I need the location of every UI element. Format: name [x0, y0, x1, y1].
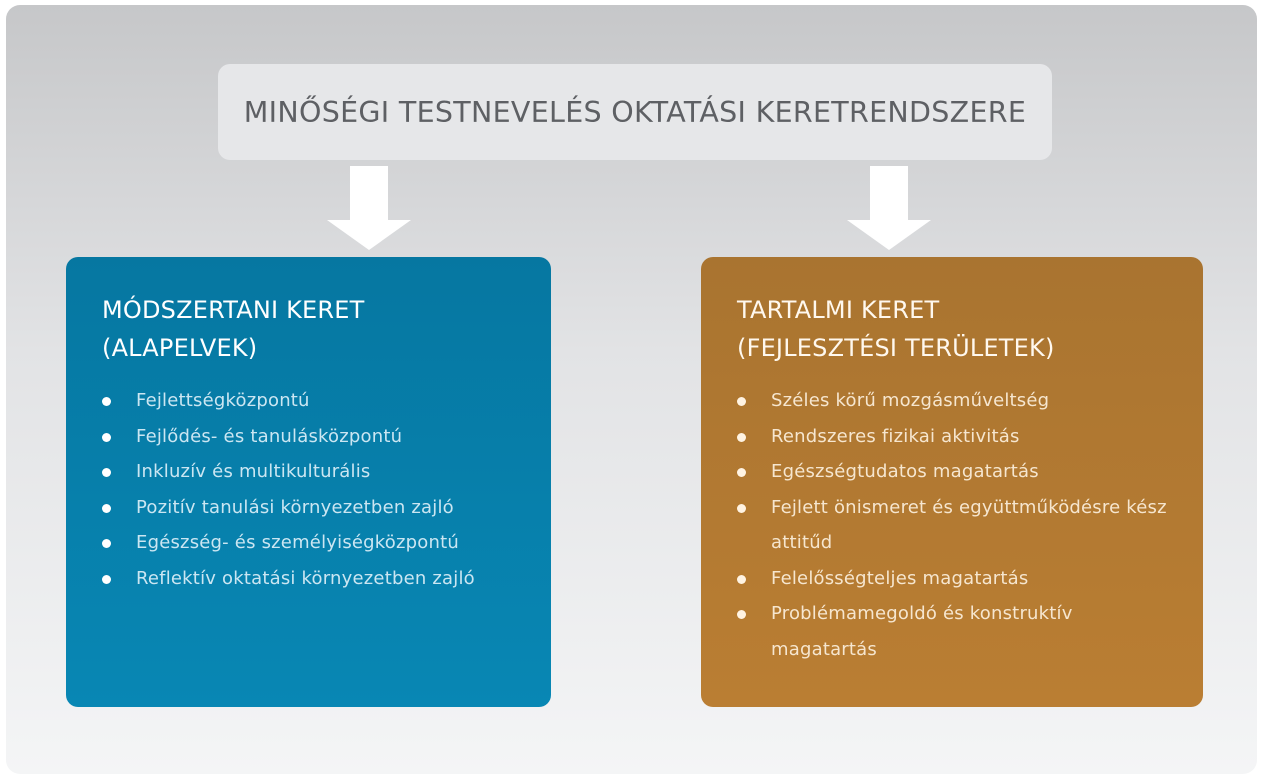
methodology-panel-title — [102, 291, 515, 367]
bullet-icon — [737, 433, 746, 442]
content-panel — [701, 257, 1203, 707]
methodology-title-line2: (ALAPELVEK) — [102, 334, 258, 362]
bullet-icon — [737, 468, 746, 477]
bullet-icon — [737, 575, 746, 584]
bullet-icon — [737, 504, 746, 513]
bullet-icon — [102, 539, 111, 548]
list-item: Felelősségteljes magatartás — [737, 561, 1167, 597]
down-arrow-right — [841, 166, 937, 252]
list-item: Széles körű mozgásműveltség — [737, 383, 1167, 419]
bullet-icon — [737, 397, 746, 406]
content-panel-title — [737, 291, 1167, 367]
content-list — [737, 383, 1167, 667]
list-item: Egészségtudatos magatartás — [737, 454, 1167, 490]
list-item: Fejlődés- és tanulásközpontú — [102, 419, 515, 455]
methodology-title-line1: MÓDSZERTANI KERET — [102, 296, 365, 324]
methodology-list — [102, 383, 515, 596]
list-item: Problémamegoldó és konstruktív magatartás — [737, 596, 1167, 667]
list-item: Inkluzív és multikulturális — [102, 454, 515, 490]
bullet-icon — [102, 397, 111, 406]
framework-title: MINŐSÉGI TESTNEVELÉS OKTATÁSI KERETRENDSZERE — [218, 64, 1052, 160]
content-title-line1: TARTALMI KERET — [737, 296, 940, 324]
list-item: Fejlettségközpontú — [102, 383, 515, 419]
list-item: Rendszeres fizikai aktivitás — [737, 419, 1167, 455]
bullet-icon — [102, 433, 111, 442]
list-item: Egészség- és személyiségközpontú — [102, 525, 515, 561]
methodology-panel — [66, 257, 551, 707]
down-arrow-left — [321, 166, 417, 252]
list-item: Reflektív oktatási környezetben zajló — [102, 561, 515, 597]
list-item: Pozitív tanulási környezetben zajló — [102, 490, 515, 526]
bullet-icon — [102, 468, 111, 477]
list-item: Fejlett önismeret és együttműködésre kész attitűd — [737, 490, 1167, 561]
bullet-icon — [737, 610, 746, 619]
bullet-icon — [102, 575, 111, 584]
content-title-line2: (FEJLESZTÉSI TERÜLETEK) — [737, 334, 1055, 362]
bullet-icon — [102, 504, 111, 513]
